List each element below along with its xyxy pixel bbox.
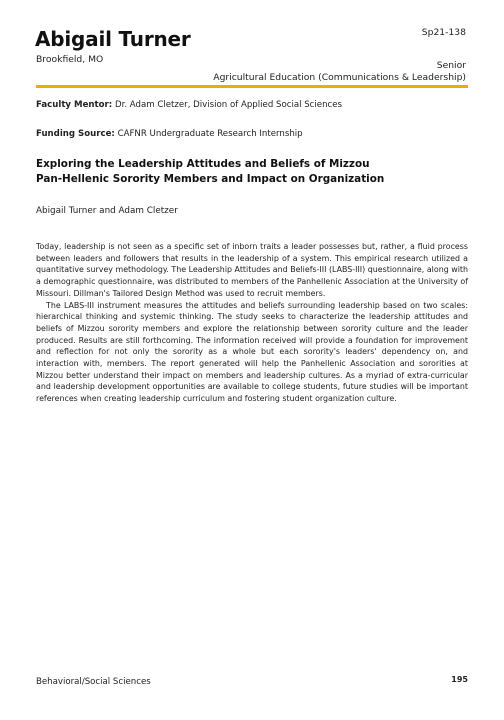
paper-title-line: Exploring the Leadership Attitudes and Beliefs of Mizzou: [36, 158, 370, 170]
faculty-mentor: [36, 100, 342, 110]
author-name: Abigail Turner: [35, 27, 191, 51]
paper-title-line: Pan-Hellenic Sorority Members and Impact on Organization: [36, 173, 385, 185]
abstract-paragraph: The LABS-III instrument measures the attitudes and beliefs surrounding leadership based on two scales: hierarchical thinking and systemic thinking. The study seeks to characterize the leadership attitudes and beliefs of Mizzou sorority members and explore the relationship between sorority culture and the leader produced. Results are still forthcoming. The information received will provide a foundation for improvement and reflection for not only the sorority as a whole but each sorority's leaders' dependency on, and interaction with, members. The report generated will help the Panhellenic Association and sororities at Mizzou better understand their impact on members and leadership cultures. As a myriad of extra-curricular and leadership development opportunities are available to college students, future studies will be important references when creating leadership curriculum and fostering student organization culture.: [36, 300, 468, 404]
major: Agricultural Education (Communications & Leadership): [213, 72, 466, 83]
abstract-body: [36, 241, 468, 405]
funding-source-value: CAFNR Undergraduate Research Internship: [117, 129, 303, 139]
paper-title: [36, 157, 476, 187]
funding-source: [36, 129, 303, 139]
faculty-mentor-value: Dr. Adam Cletzer, Division of Applied Social Sciences: [114, 100, 343, 110]
funding-source-label: Funding Source:: [36, 129, 115, 139]
page-number: 195: [451, 675, 468, 684]
header-divider: [36, 85, 468, 88]
footer-section: Behavioral/Social Sciences: [36, 677, 151, 687]
author-hometown: Brookfield, MO: [36, 54, 104, 65]
abstract-code: Sp21-138: [421, 27, 466, 38]
class-year: Senior: [436, 60, 466, 71]
abstract-paragraph: Today, leadership is not seen as a specific set of inborn traits a leader possesses but, rather, a fluid process between leaders and followers that results in the leadership of a system. This empirical research utilized a quantitative survey methodology. The Leadership Attitudes and Beliefs-III (LABS-III) questionnaire, along with a demographic questionnaire, was distributed to members of the Panhellenic Association at the University of Missouri. Dillman's Tailored Design Method was used to recruit members.: [36, 242, 468, 298]
author-list: Abigail Turner and Adam Cletzer: [36, 206, 178, 216]
faculty-mentor-label: Faculty Mentor:: [36, 100, 113, 110]
